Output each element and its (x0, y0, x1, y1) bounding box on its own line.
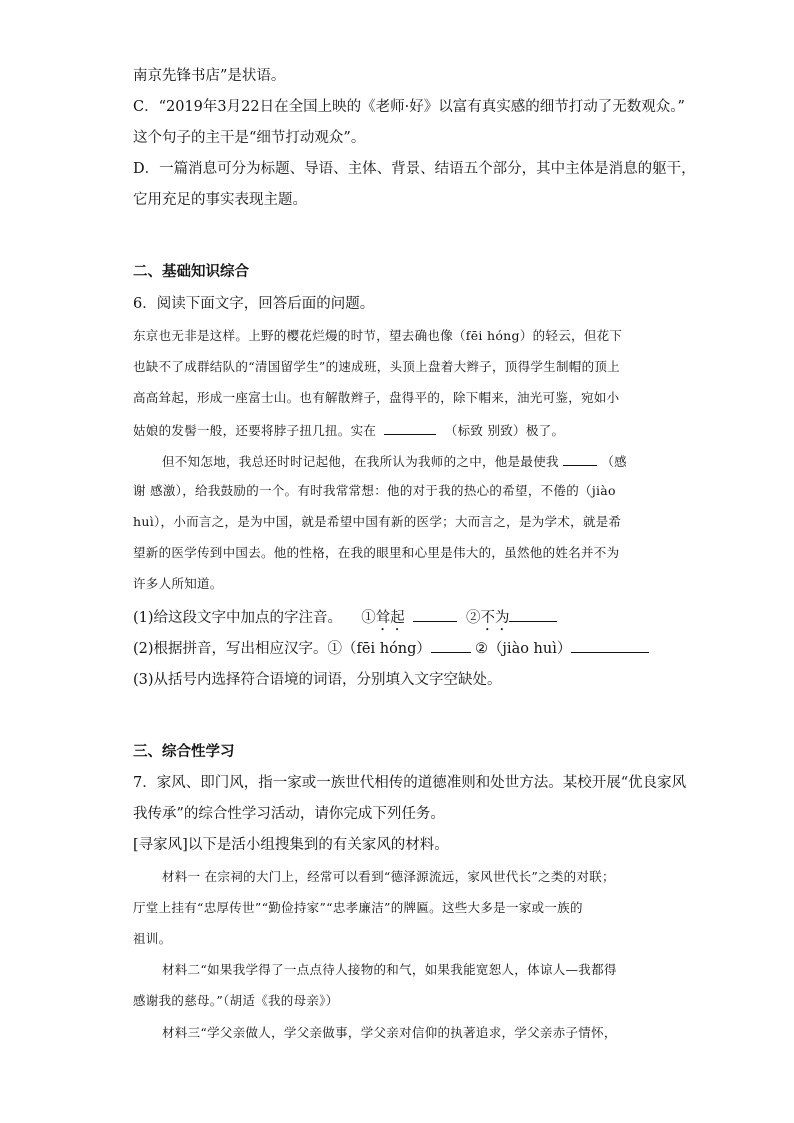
material-line: 厅堂上挂有“忠厚传世”“勤俭持家”“忠孝廉洁”的牌匾。这些大多是一家或一族的 (133, 900, 583, 915)
subquestion-3: (3)从括号内选择符合语境的词语，分别填入文字空缺处。 (133, 672, 502, 688)
passage-line (162, 451, 627, 471)
material-line: 感谢我的慈母。”（胡适《我的母亲》） (133, 993, 339, 1008)
answer-blank[interactable] (384, 420, 436, 435)
material-line: 材料一 在宗祠的大门上，经常可以看到“德泽源流远，家风世代长”之类的对联； (162, 869, 615, 884)
option-c-line: C．“2019年3月22日在全国上映的《老师·好》以富有真实感的细节打动了无数观众。” (133, 99, 685, 115)
question-7: 7．家风、即门风，指一家或一族世代相传的道德准则和处世方法。某校开展“优良家风 (133, 775, 687, 791)
passage-line: huì），小而言之，是为中国，就是希望中国有新的医学；大而言之，是为学术，就是希 (133, 514, 622, 529)
subquestion-text: (1)给这段文字中加点的字注音。 (133, 610, 343, 626)
passage-text: 但不知怎地，我总还时时记起他，在我所认为我师的之中，他是最使我 (162, 454, 559, 469)
dotted-word: 耸起 (375, 610, 405, 626)
passage-line (133, 420, 564, 440)
subquestion-text: (2)根据拼音，写出相应汉字。 (133, 641, 328, 657)
answer-blank[interactable] (571, 638, 649, 653)
question-6: 6．阅读下面文字，回答后面的问题。 (133, 296, 375, 312)
subquestion-2 (133, 638, 649, 659)
item-number: ② (465, 610, 481, 626)
passage-text: （标致 别致）极了。 (444, 423, 565, 438)
section-heading: 三、综合性学习 (133, 743, 235, 760)
passage-text: （感 (601, 454, 627, 469)
dotted-word: 不为 (480, 610, 510, 626)
passage-line: 高高耸起，形成一座富士山。也有解散辫子，盘得平的，除下帽来，油光可鉴，宛如小 (133, 390, 620, 405)
section-heading: 二、基础知识综合 (133, 263, 249, 280)
passage-line: 许多人所知道。 (133, 576, 223, 591)
text-line: 南京先锋书店”是状语。 (133, 68, 286, 84)
answer-blank[interactable] (431, 638, 471, 653)
option-d-line: D．一篇消息可分为标题、导语、主体、背景、结语五个部分，其中主体是消息的躯干， (133, 161, 696, 177)
subquestion-1 (133, 607, 557, 634)
pinyin: （jiào huì） (487, 641, 572, 657)
passage-line: 望新的医学传到中国去。他的性格，在我的眼里和心里是伟大的，虽然他的姓名并不为 (133, 545, 620, 560)
passage-line: 谢 感激），给我鼓励的一个。有时我常常想：他的对于我的热心的希望，不倦的（jiào (133, 483, 616, 498)
answer-blank[interactable] (413, 607, 457, 622)
material-line: 材料二“如果我学得了一点点待人接物的和气，如果我能宽恕人，体谅人—我都得 (162, 962, 617, 977)
item-number: ② (474, 641, 488, 657)
material-line: 祖训。 (133, 931, 172, 946)
question-7: 我传承”的综合性学习活动，请你完成下列任务。 (133, 806, 445, 822)
item-number: ① (327, 641, 343, 657)
option-d-line: 它用充足的事实表现主题。 (133, 192, 307, 208)
passage-line: 也缺不了成群结队的“清国留学生”的速成班，头顶上盘着大辫子，顶得学生制帽的顶上 (133, 359, 620, 374)
answer-blank[interactable] (509, 607, 557, 622)
option-c-line: 这个句子的主干是“细节打动观众”。 (133, 130, 366, 146)
task-line: [寻家风]以下是活小组搜集到的有关家风的材料。 (133, 837, 449, 853)
passage-line: 东京也无非是这样。上野的樱花烂熳的时节，望去确也像（fēi hóng）的轻云，但花下 (133, 328, 623, 343)
material-line: 材料三“学父亲做人，学父亲做事，学父亲对信仰的执著追求，学父亲赤子情怀， (162, 1025, 617, 1040)
passage-text: 姑娘的发髻一般，还要将脖子扭几扭。实在 (133, 423, 377, 438)
pinyin: （fēi hóng） (342, 641, 431, 657)
answer-blank[interactable] (563, 451, 597, 466)
item-number: ① (361, 610, 376, 626)
